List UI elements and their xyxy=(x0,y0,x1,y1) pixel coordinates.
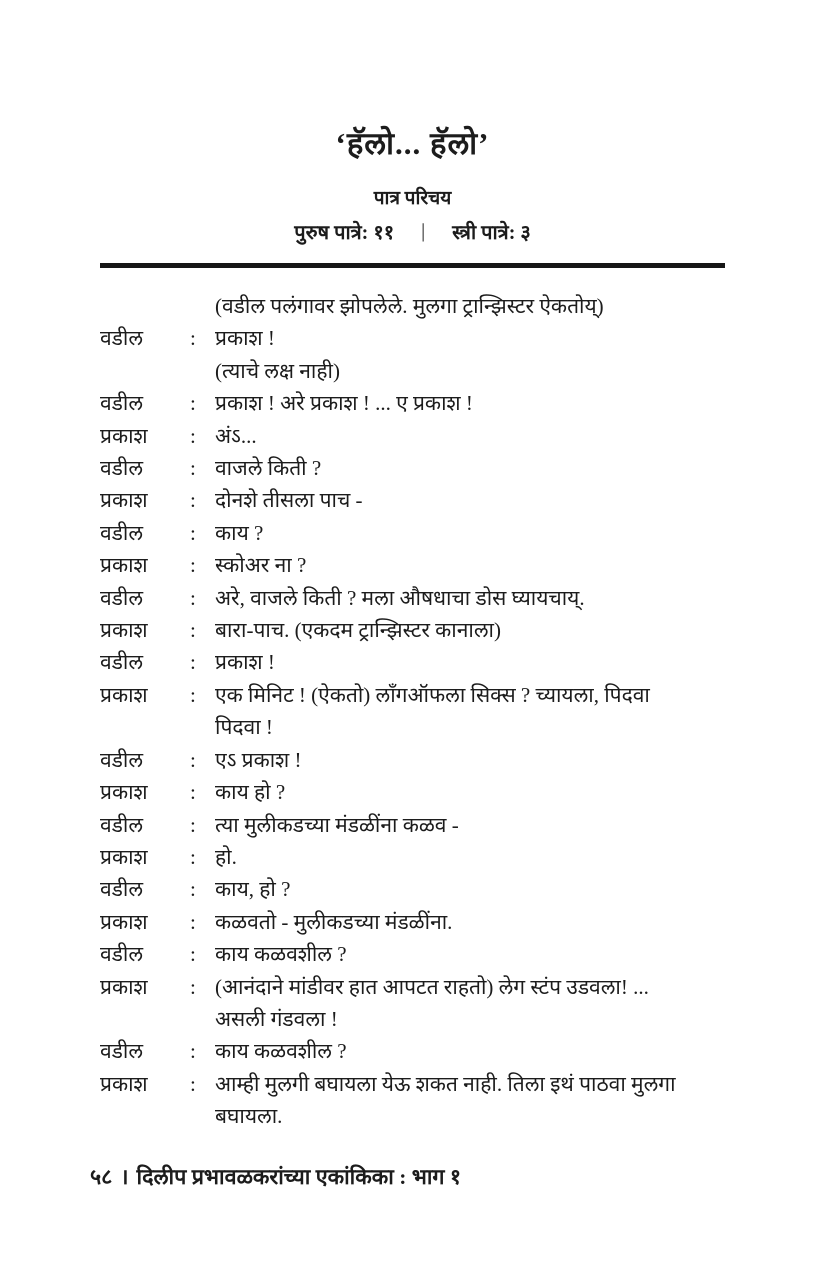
header-divider-rule xyxy=(100,263,725,268)
book-title: दिलीप प्रभावळकरांच्या एकांकिका : भाग १ xyxy=(136,1165,462,1189)
dialogue-row xyxy=(100,679,748,744)
dialogue-text: काय, हो ? xyxy=(215,877,291,902)
dialogue-text: दोनशे तीसला पाच - xyxy=(215,488,363,513)
speaker-name: प्रकाश xyxy=(100,618,148,643)
speaker-colon: : xyxy=(190,423,196,448)
stage-direction-row xyxy=(100,355,748,387)
speaker-name: प्रकाश xyxy=(100,553,148,578)
dialogue-row xyxy=(100,549,748,581)
dialogue-row xyxy=(100,484,748,516)
dialogue-script xyxy=(100,290,748,1133)
stage-direction-text: (वडील पलंगावर झोपलेले. मुलगा ट्रान्झिस्टर ऐकतोय्) xyxy=(215,294,604,318)
dialogue-row xyxy=(100,744,748,776)
dialogue-row xyxy=(100,420,748,452)
stage-direction-row xyxy=(100,290,748,322)
dialogue-text: काय हो ? xyxy=(215,780,286,805)
dialogue-row xyxy=(100,1035,748,1067)
dialogue-row xyxy=(100,906,748,938)
speaker-colon: : xyxy=(190,553,196,578)
speaker-colon: : xyxy=(190,747,196,772)
speaker-name: वडील xyxy=(100,520,144,545)
dialogue-text: स्कोअर ना ? xyxy=(215,553,307,578)
speaker-name: वडील xyxy=(100,942,144,967)
speaker-name: प्रकाश xyxy=(100,488,148,513)
speaker-colon: : xyxy=(190,942,196,967)
speaker-name: वडील xyxy=(100,877,144,902)
dialogue-text: त्या मुलीकडच्या मंडळींना कळव - xyxy=(215,812,459,837)
dialogue-text: काय कळवशील ? xyxy=(215,942,347,967)
speaker-name: वडील xyxy=(100,1039,144,1064)
speaker-name: प्रकाश xyxy=(100,682,148,707)
speaker-name: वडील xyxy=(100,585,144,610)
dialogue-row xyxy=(100,971,748,1036)
speaker-name: प्रकाश xyxy=(100,844,148,869)
dialogue-text: काय ? xyxy=(215,520,264,545)
speaker-name: प्रकाश xyxy=(100,974,148,999)
female-cast-count: स्त्री पात्रे: ३ xyxy=(452,222,531,244)
speaker-name: वडील xyxy=(100,747,144,772)
dialogue-text: प्रकाश ! xyxy=(215,326,275,351)
dialogue-text: एऽ प्रकाश ! xyxy=(215,747,302,772)
speaker-colon: : xyxy=(190,650,196,675)
speaker-colon: : xyxy=(190,520,196,545)
speaker-colon: : xyxy=(190,585,196,610)
dialogue-text: कळवतो - मुलीकडच्या मंडळींना. xyxy=(215,909,453,934)
cast-heading: पात्र परिचय xyxy=(373,188,452,209)
speaker-colon: : xyxy=(190,618,196,643)
page-footer xyxy=(90,1162,461,1191)
male-cast-count: पुरुष पात्रे: ११ xyxy=(294,222,395,244)
speaker-name: प्रकाश xyxy=(100,909,148,934)
dialogue-row xyxy=(100,841,748,873)
dialogue-row xyxy=(100,517,748,549)
speaker-colon: : xyxy=(190,974,196,999)
speaker-name: वडील xyxy=(100,456,144,481)
dialogue-row xyxy=(100,387,748,419)
dialogue-row xyxy=(100,614,748,646)
speaker-colon: : xyxy=(190,326,196,351)
dialogue-row xyxy=(100,322,748,354)
dialogue-text: (आनंदाने मांडीवर हात आपटत राहतो) लेग स्टंप उडवला! ... असली गंडवला ! xyxy=(215,974,649,1031)
speaker-colon: : xyxy=(190,812,196,837)
dialogue-row xyxy=(100,873,748,905)
dialogue-text: बारा-पाच. (एकदम ट्रान्झिस्टर कानाला) xyxy=(215,618,501,643)
dialogue-row xyxy=(100,776,748,808)
speaker-name: वडील xyxy=(100,812,144,837)
dialogue-row xyxy=(100,1068,748,1133)
speaker-colon: : xyxy=(190,488,196,513)
dialogue-text: एक मिनिट ! (ऐकतो) लाँगऑफला सिक्स ? च्यायला, पिदवा पिदवा ! xyxy=(215,682,650,740)
speaker-name: प्रकाश xyxy=(100,1071,148,1096)
dialogue-row xyxy=(100,809,748,841)
speaker-colon: : xyxy=(190,1071,196,1096)
speaker-name: प्रकाश xyxy=(100,780,148,805)
stage-direction-text: (त्याचे लक्ष नाही) xyxy=(215,358,340,383)
speaker-colon: : xyxy=(190,877,196,902)
dialogue-row xyxy=(100,582,748,614)
dialogue-text: आम्ही मुलगी बघायला येऊ शकत नाही. तिला इथं पाठवा मुलगा बघायला. xyxy=(215,1071,676,1129)
dialogue-row xyxy=(100,938,748,970)
speaker-colon: : xyxy=(190,391,196,416)
cast-counts xyxy=(0,218,825,245)
dialogue-text: प्रकाश ! xyxy=(215,650,275,675)
speaker-colon: : xyxy=(190,456,196,481)
dialogue-text: हो. xyxy=(215,844,237,869)
speaker-colon: : xyxy=(190,1039,196,1064)
cast-separator-bar: | xyxy=(421,220,426,242)
play-title: ‘हॅलो... हॅलो’ xyxy=(335,126,490,161)
speaker-name: वडील xyxy=(100,391,144,416)
speaker-name: वडील xyxy=(100,326,144,351)
dialogue-row xyxy=(100,452,748,484)
dialogue-text: अरे, वाजले किती ? मला औषधाचा डोस घ्यायचाय्. xyxy=(215,585,585,610)
dialogue-text: वाजले किती ? xyxy=(215,456,322,481)
speaker-colon: : xyxy=(190,682,196,707)
speaker-colon: : xyxy=(190,844,196,869)
footer-danda-separator: । xyxy=(120,1165,129,1189)
speaker-colon: : xyxy=(190,909,196,934)
speaker-name: वडील xyxy=(100,650,144,675)
speaker-name: प्रकाश xyxy=(100,423,148,448)
speaker-colon: : xyxy=(190,780,196,805)
dialogue-text: अंऽ... xyxy=(215,423,257,448)
dialogue-row xyxy=(100,646,748,678)
page-number: ५८ xyxy=(90,1165,113,1189)
dialogue-text: प्रकाश ! अरे प्रकाश ! ... ए प्रकाश ! xyxy=(215,391,473,416)
dialogue-text: काय कळवशील ? xyxy=(215,1039,347,1064)
